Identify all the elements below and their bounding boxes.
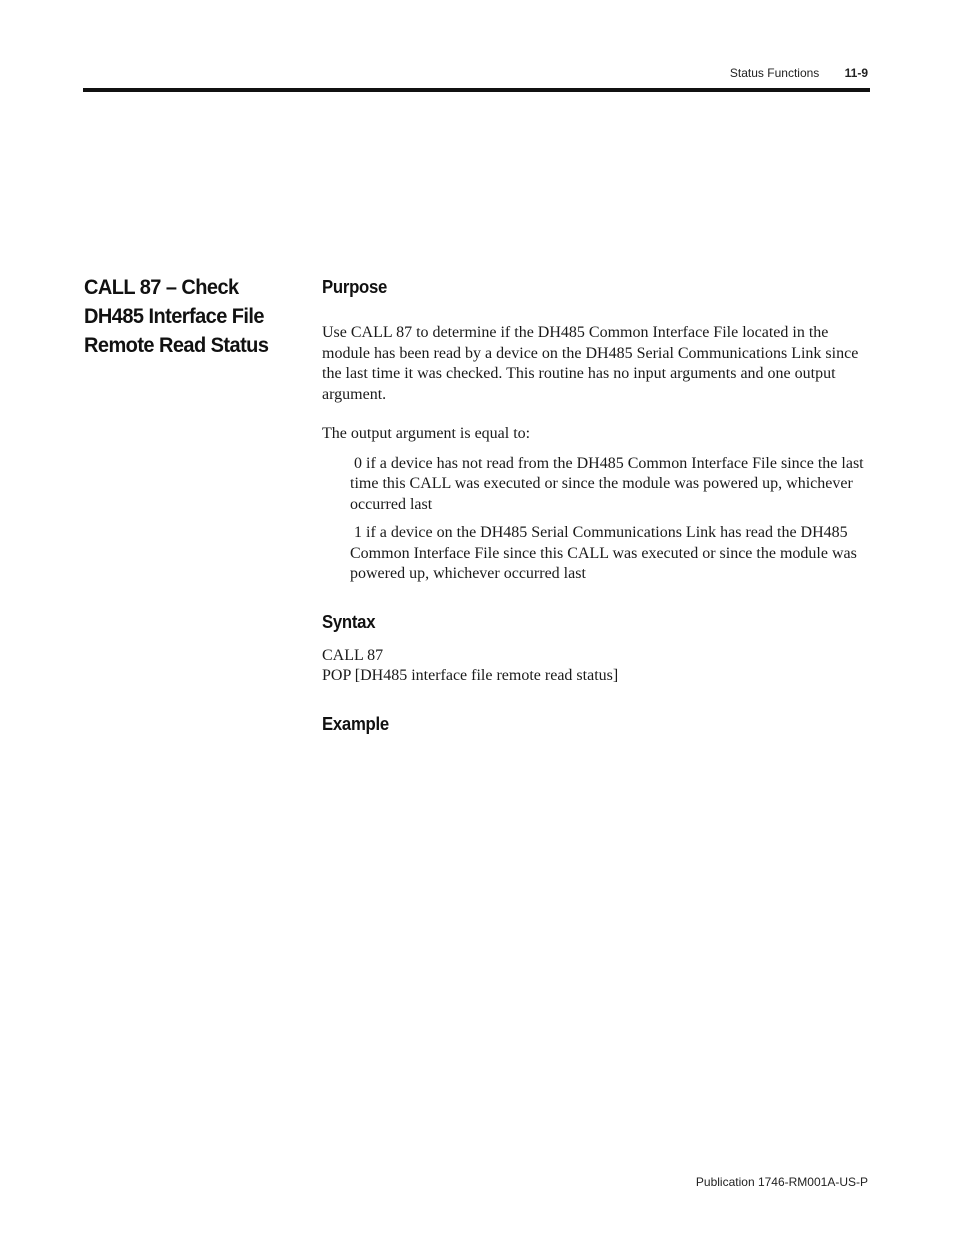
header-page-number: 11-9: [844, 66, 868, 80]
footer-publication: Publication 1746-RM001A-US-P: [695, 1175, 868, 1189]
header-rule: [83, 88, 870, 92]
purpose-paragraph: Use CALL 87 to determine if the DH485 Common Interface File located in the module has been read by a device on the DH485 Serial Communications Link since the last time it was checked. This routine has no input arguments and one output argument.: [322, 324, 859, 403]
syntax-line-0: CALL 87: [322, 646, 384, 664]
main-content: [322, 276, 872, 735]
syntax-heading: Syntax: [322, 611, 376, 632]
section-title: CALL 87 – Check DH485 Interface File Remote Read Status: [84, 275, 269, 357]
syntax-line-1: POP [DH485 interface file remote read status]: [322, 667, 619, 684]
running-header: [730, 66, 868, 80]
header-section-name: Status Functions: [729, 66, 820, 80]
output-item-0: 0 if a device has not read from the DH485 Common Interface File since the last time this CALL was executed or since the module was powered up, whichever occurred last: [350, 454, 868, 513]
syntax-block: [322, 646, 872, 687]
purpose-heading: Purpose: [322, 277, 388, 297]
example-heading: Example: [322, 713, 389, 734]
output-item-1: 1 if a device on the DH485 Serial Communications Link has read the DH485 Common Interface File since this CALL was executed or since the module was powered up, whichever occurred last: [350, 524, 861, 582]
output-intro: The output argument is equal to:: [322, 425, 531, 442]
